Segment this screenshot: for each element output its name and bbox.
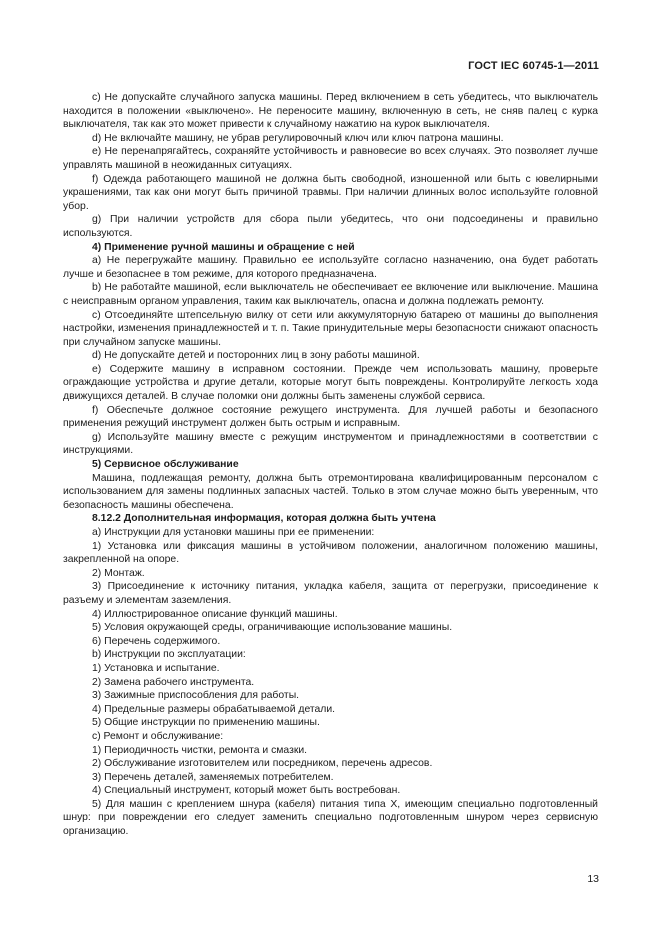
paragraph: f) Одежда работающего машиной не должна быть свободной, изношенной или быть с ювелирными украшениями, так как они могут быть причиной травмы. При наличии длинных волос используйте головной убор. xyxy=(63,173,598,212)
paragraph: 3) Перечень деталей, заменяемых потребителем. xyxy=(92,771,334,783)
paragraph: 2) Обслуживание изготовителем или посредником, перечень адресов. xyxy=(92,758,433,770)
paragraph: d) Не допускайте детей и посторонних лиц в зону работы машиной. xyxy=(92,350,420,362)
paragraph: a) Инструкции для установки машины при ее применении: xyxy=(92,527,375,538)
paragraph: 2) Замена рабочего инструмента. xyxy=(92,676,255,688)
paragraph: 5) Для машин с креплением шнура (кабеля) питания типа X, имеющим специально подготовленный шнур: при повреждении его следует заменить специально подготовленным шнуром через сервисную организацию. xyxy=(63,798,598,838)
paragraph: 1) Установка или фиксация машины в устойчивом положении, аналогичном положению машины, закрепленной на опоре. xyxy=(63,540,598,566)
paragraph: c) Не допускайте случайного запуска машины. Перед включением в сеть убедитесь, что выключатель находится в положении «выключено». Не переносите машину, включенную в сеть, не сняв палец с курка выключателя, так как это может привести к случайному нажатию на курок выключателя. xyxy=(63,92,598,131)
page-number: 13 xyxy=(587,873,599,885)
paragraph: 2) Монтаж. xyxy=(92,567,145,579)
paragraph: 6) Перечень содержимого. xyxy=(92,635,221,647)
paragraph: f) Обеспечьте должное состояние режущего инструмента. Для лучшей работы и безопасного применения режущий инструмент должен быть острым и исправным. xyxy=(63,404,598,430)
paragraph: g) Используйте машину вместе с режущим инструментом и принадлежностями в соответствии с инструкциями. xyxy=(63,431,598,457)
section-heading: 4) Применение ручной машины и обращение с ней xyxy=(92,241,355,253)
paragraph: c) Отсоединяйте штепсельную вилку от сети или аккумуляторную батарею от машины до выполнения настройки, изменения принадлежностей и т. п. Такие принудительные меры безопасности снижают опасность при случайном запуске машины. xyxy=(63,309,598,348)
paragraph: d) Не включайте машину, не убрав регулировочный ключ или ключ патрона машины. xyxy=(92,132,504,144)
paragraph: c) Ремонт и обслуживание: xyxy=(92,730,224,742)
paragraph: 5) Общие инструкции по применению машины. xyxy=(92,717,320,729)
document-header: ГОСТ IEC 60745-1—2011 xyxy=(468,60,599,72)
paragraph: 1) Установка и испытание. xyxy=(92,662,220,674)
paragraph: e) Содержите машину в исправном состоянии. Прежде чем использовать машину, проверьте ограждающие устройства и другие детали, которые могут быть повреждены. Контролируйте легкость хода движущихся деталей. В случае поломки они должны быть заменены службой сервиса. xyxy=(63,363,598,403)
paragraph: 1) Периодичность чистки, ремонта и смазки. xyxy=(92,744,308,756)
section-heading: 5) Сервисное обслуживание xyxy=(92,459,239,471)
paragraph: g) При наличии устройств для сбора пыли убедитесь, что они подсоединены и правильно используются. xyxy=(63,214,598,239)
paragraph: e) Не перенапрягайтесь, сохраняйте устойчивость и равновесие во всех случаях. Это позволяет лучше управлять машиной в неожиданных ситуациях. xyxy=(63,146,598,171)
paragraph: 3) Зажимные приспособления для работы. xyxy=(92,690,300,702)
paragraph: 3) Присоединение к источнику питания, укладка кабеля, защита от перегрузки, присоединение к разъему и элементам заземления. xyxy=(63,581,598,606)
paragraph: 5) Условия окружающей среды, ограничивающие использование машины. xyxy=(92,622,453,634)
paragraph: b) Не работайте машиной, если выключатель не обеспечивает ее включение или выключение. Машина с неисправным органом управления, таким как выключатель, опасна и должна подлежать ремонту. xyxy=(63,282,598,307)
section-heading: 8.12.2 Дополнительная информация, которая должна быть учтена xyxy=(92,513,436,525)
paragraph: Машина, подлежащая ремонту, должна быть отремонтирована квалифицированным персоналом с использованием для замены подлинных запасных частей. Только в этом случае можно быть уверенным, что безопасность машины обеспечена. xyxy=(63,472,598,511)
paragraph: a) Не перегружайте машину. Правильно ее используйте согласно назначению, она будет работать лучше и безопаснее в том режиме, для которого предназначена. xyxy=(63,255,598,280)
paragraph: b) Инструкции по эксплуатации: xyxy=(92,649,246,661)
document-body xyxy=(63,91,598,839)
paragraph: 4) Предельные размеры обрабатываемой детали. xyxy=(92,703,336,715)
paragraph: 4) Специальный инструмент, который может быть востребован. xyxy=(92,785,401,797)
paragraph: 4) Иллюстрированное описание функций машины. xyxy=(92,608,338,620)
